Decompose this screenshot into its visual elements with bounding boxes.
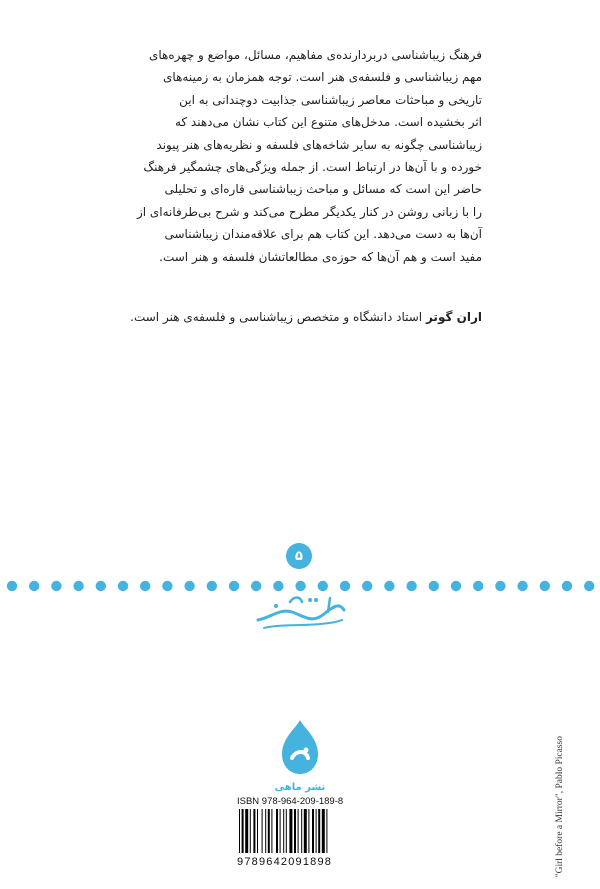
barcode-bar — [257, 809, 258, 853]
description-line: فرهنگ زیباشناسی دربردارنده‌ی مفاهیم، مسائل، مواضع و چهره‌های — [148, 48, 482, 62]
book-description — [112, 44, 482, 268]
divider-dot — [406, 581, 416, 591]
divider-dot — [362, 581, 372, 591]
author-name: اران گوتر — [425, 310, 482, 324]
divider-dot — [451, 581, 461, 591]
barcode-bar — [326, 809, 327, 853]
divider-dot — [162, 581, 172, 591]
cover-art-credit: "Girl before a Mirror", Pablo Picasso — [555, 736, 565, 878]
barcode-bar — [253, 809, 255, 853]
divider-dot — [140, 581, 150, 591]
divider-dot — [96, 581, 106, 591]
description-line: تاریخی و مباحثات معاصر زیباشناسی جذابیت دوچندانی به این — [179, 92, 482, 107]
barcode-bar — [286, 809, 287, 853]
divider-dot — [517, 581, 527, 591]
barcode-bar — [242, 809, 244, 853]
description-line: مهم زیباشناسی و فلسفه‌ی هنر است. توجه همزمان به زمینه‌های — [163, 70, 482, 85]
author-bio — [112, 306, 482, 328]
description-line: را با زبانی روشن در کنار یکدیگر مطرح می‌کند و شرح بی‌طرفانه‌ای از — [136, 204, 482, 219]
divider-dot — [73, 581, 83, 591]
barcode-bar — [308, 809, 309, 853]
barcode-number: 9789642091898 — [237, 856, 333, 868]
barcode-bar — [250, 809, 251, 853]
description-line: حاضر این است که مسائل و مباحث زیباشناسی قاره‌ای و تحلیلی — [164, 182, 482, 197]
divider-dot — [384, 581, 394, 591]
barcode-block — [237, 796, 365, 878]
divider-dot — [184, 581, 194, 591]
description-line: خورده و با آن‌ها در ارتباط است. از جمله ویژگی‌های چشمگیر فرهنگ — [143, 160, 482, 175]
barcode-bar — [280, 809, 281, 853]
barcode-bar — [271, 809, 272, 853]
barcode-bar — [245, 809, 248, 853]
divider-dot — [562, 581, 572, 591]
description-line: آن‌ها به دست می‌دهد. این کتاب هم برای علاقه‌مندان زیباشناسی — [164, 227, 482, 242]
author-description: استاد دانشگاه و متخصص زیباشناسی و فلسفه‌ی هنر است. — [130, 310, 423, 324]
divider-dot — [29, 581, 39, 591]
barcode-bar — [298, 809, 299, 853]
barcode-bar — [239, 809, 240, 853]
barcode-bar — [276, 809, 278, 853]
publisher-name: نشر ماهی — [274, 782, 326, 793]
divider-dot — [473, 581, 483, 591]
barcode-bar — [294, 809, 296, 853]
description-line: زیباشناسی چگونه به سایر شاخه‌های فلسفه و نظریه‌های هنر پیوند — [156, 137, 482, 152]
divider-dot — [429, 581, 439, 591]
barcode-bar — [289, 809, 292, 853]
volume-number-badge: ۵ — [286, 543, 312, 569]
divider-dot — [584, 581, 594, 591]
barcode-bar — [301, 809, 302, 853]
barcode-bar — [262, 809, 263, 853]
isbn-label: ISBN 978-964-209-189-8 — [237, 796, 344, 807]
barcode-bar — [318, 809, 320, 853]
divider-dot — [118, 581, 128, 591]
barcode-bar — [316, 809, 317, 853]
divider-dot — [51, 581, 61, 591]
divider-dot — [7, 581, 17, 591]
barcode-bar — [268, 809, 270, 853]
barcode-bar — [304, 809, 307, 853]
barcode-bar — [283, 809, 284, 853]
divider-dot — [495, 581, 505, 591]
publisher-fish-logo-icon — [274, 718, 326, 794]
divider-dot — [229, 581, 239, 591]
barcode-bar — [322, 809, 325, 853]
divider-dot — [207, 581, 217, 591]
barcode-icon — [237, 809, 365, 857]
barcode-bar — [312, 809, 314, 853]
series-logo-icon — [250, 590, 350, 636]
description-line: مفید است و هم آن‌ها که حوزه‌ی مطالعاتشان فلسفه و هنر است. — [159, 249, 482, 264]
divider-dot — [540, 581, 550, 591]
barcode-bar — [265, 809, 266, 853]
description-line: اثر بخشیده است. مدخل‌های متنوع این کتاب نشان می‌دهند که — [174, 115, 482, 130]
